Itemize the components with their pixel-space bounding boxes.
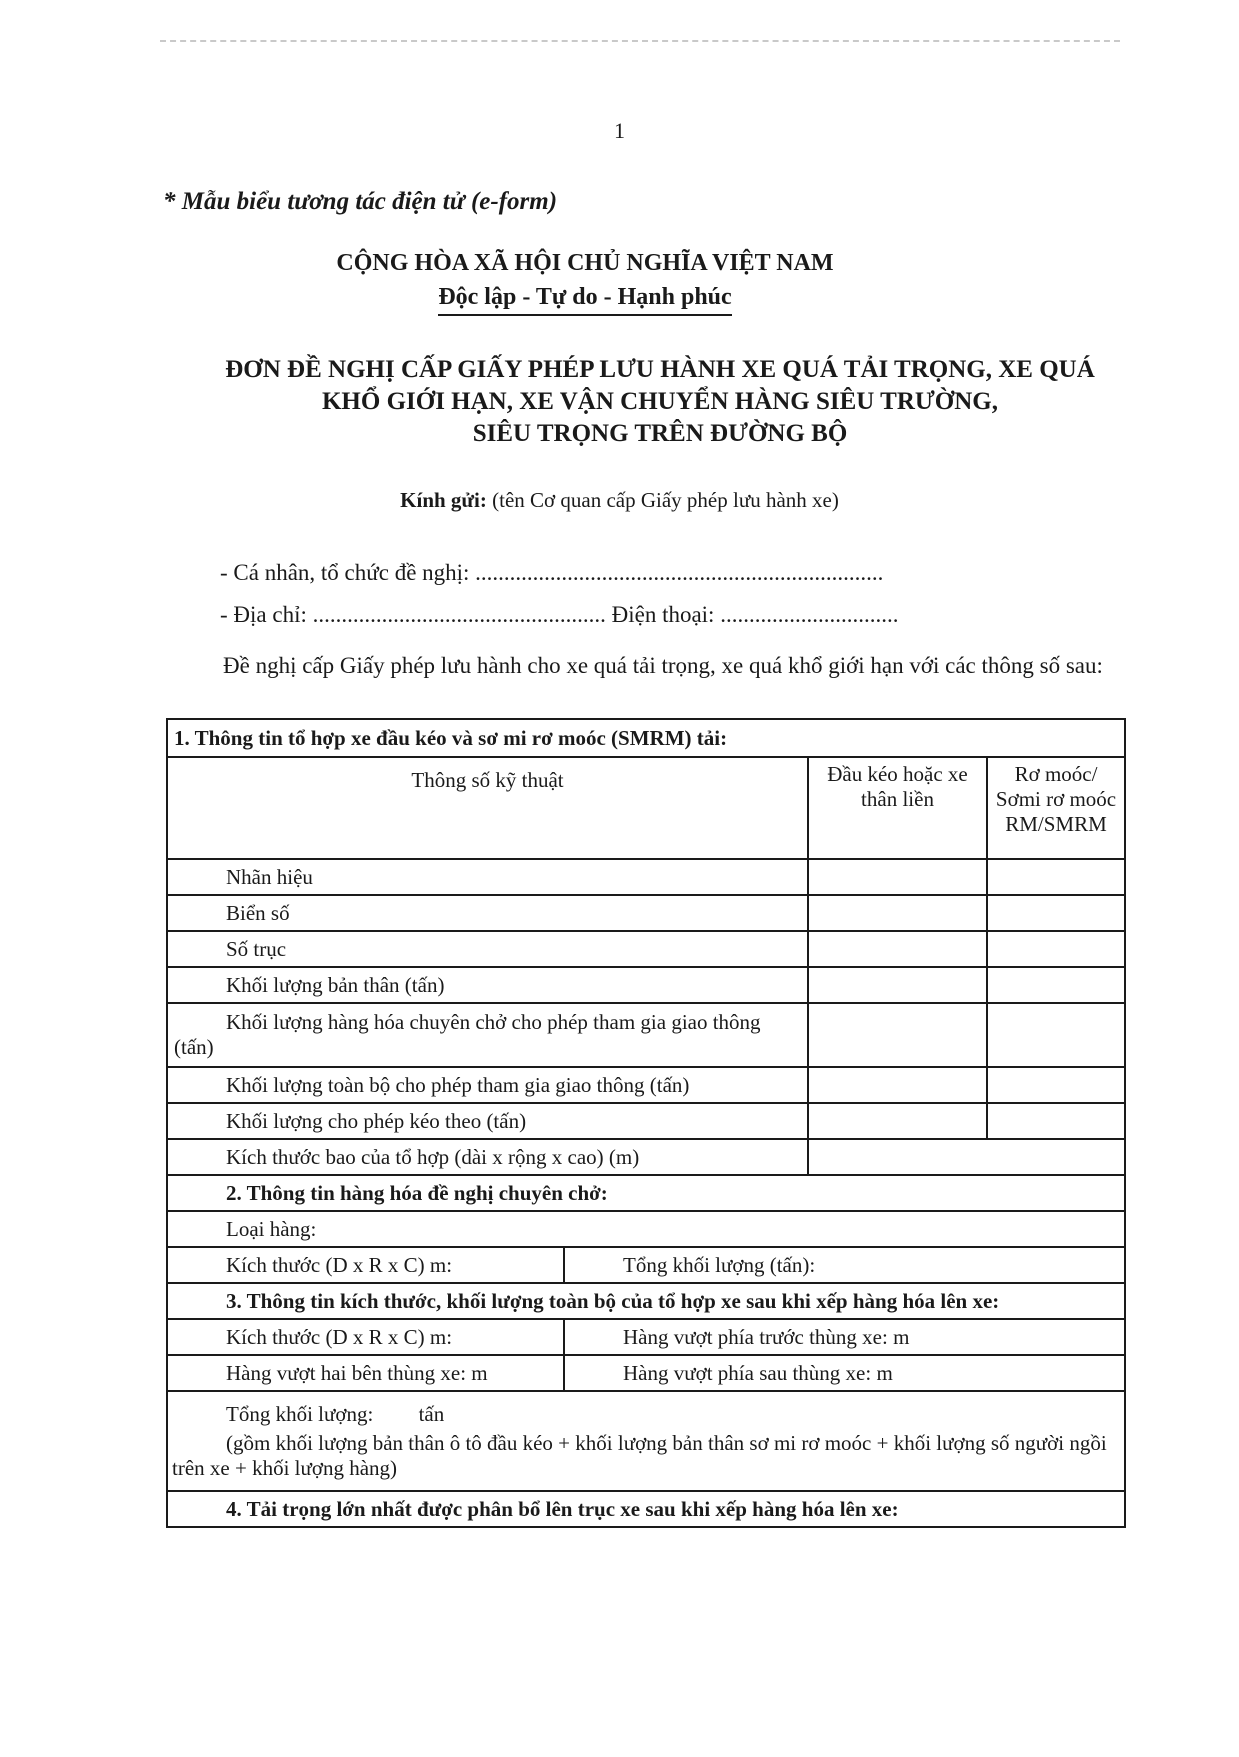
brand-trailer-cell[interactable] [987,859,1125,895]
col-header-spec: Thông số kỹ thuật [167,757,808,859]
towing-weight-trailer-cell[interactable] [987,1103,1125,1139]
addressee-label: Kính gửi: [400,488,487,512]
col-header-trailer: Rơ moóc/ Sơmi rơ moóc RM/SMRM [987,757,1125,859]
axles-trailer-cell[interactable] [987,931,1125,967]
cargo-type-field[interactable]: Loại hàng: [167,1211,1125,1247]
plate-tractor-cell[interactable] [808,895,987,931]
spec-row-plate: Biển số [167,895,808,931]
document-title [190,354,1130,450]
cargo-capacity-trailer-cell[interactable] [987,1003,1125,1067]
front-overhang-field[interactable]: Hàng vượt phía trước thùng xe: m [564,1319,1125,1355]
loaded-total-mass-unit: tấn [418,1401,445,1426]
title-line-2: KHỔ GIỚI HẠN, XE VẬN CHUYỂN HÀNG SIÊU TRƯỜNG, [321,388,998,415]
side-overhang-field[interactable]: Hàng vượt hai bên thùng xe: m [167,1355,564,1391]
cargo-size-field[interactable]: Kích thước (D x R x C) m: [167,1247,564,1283]
spec-row-overall-dimensions: Kích thước bao của tổ hợp (dài x rộng x cao) (m) [167,1139,808,1175]
gross-weight-tractor-cell[interactable] [808,1067,987,1103]
vehicle-info-table [166,718,1126,1528]
loaded-total-mass-line [172,1402,1118,1427]
loaded-total-mass-note: (gồm khối lượng bản thân ô tô đầu kéo + khối lượng bản thân sơ mi rơ moóc + khối lượng số người ngồi trên xe + khối lượng hàng) [172,1430,1107,1480]
spec-row-gross-weight: Khối lượng toàn bộ cho phép tham gia giao thông (tấn) [167,1067,808,1103]
national-motto: Độc lập - Tự do - Hạnh phúc [438,284,731,316]
overall-dimensions-cell[interactable] [808,1139,1125,1175]
scan-artifact-line [160,40,1120,42]
cargo-total-mass-field[interactable]: Tổng khối lượng (tấn): [564,1247,1125,1283]
section-4-title: 4. Tải trọng lớn nhất được phân bổ lên trục xe sau khi xếp hàng hóa lên xe: [167,1491,1125,1527]
title-line-1: ĐƠN ĐỀ NGHỊ CẤP GIẤY PHÉP LƯU HÀNH XE QUÁ TẢI TRỌNG, XE QUÁ [225,356,1095,383]
section-1-title: 1. Thông tin tổ hợp xe đầu kéo và sơ mi rơ moóc (SMRM) tải: [167,719,1125,757]
gross-weight-trailer-cell[interactable] [987,1067,1125,1103]
spec-row-curb-weight: Khối lượng bản thân (tấn) [167,967,808,1003]
cargo-capacity-tractor-cell[interactable] [808,1003,987,1067]
loaded-total-mass-label: Tổng khối lượng: [226,1401,374,1426]
section-2-title: 2. Thông tin hàng hóa đề nghị chuyên chở: [167,1175,1125,1211]
spec-row-cargo-capacity: Khối lượng hàng hóa chuyên chở cho phép tham gia giao thông (tấn) [167,1003,808,1067]
request-intro: Đề nghị cấp Giấy phép lưu hành cho xe quá tải trọng, xe quá khổ giới hạn với các thông số sau: [223,653,1103,678]
col-header-tractor: Đầu kéo hoặc xe thân liền [808,757,987,859]
plate-trailer-cell[interactable] [987,895,1125,931]
loaded-total-mass-cell[interactable] [167,1391,1125,1491]
brand-tractor-cell[interactable] [808,859,987,895]
eform-note: * Mẫu biểu tương tác điện tử (e-form) [163,188,558,215]
addressee [0,488,1239,513]
spec-row-axles: Số trục [167,931,808,967]
axles-tractor-cell[interactable] [808,931,987,967]
towing-weight-tractor-cell[interactable] [808,1103,987,1139]
address-phone-field[interactable]: - Địa chỉ: ................................................... Điện thoại: ............................... [220,602,899,627]
addressee-value: (tên Cơ quan cấp Giấy phép lưu hành xe) [486,488,839,512]
loaded-size-field[interactable]: Kích thước (D x R x C) m: [167,1319,564,1355]
page-number: 1 [614,118,625,143]
rear-overhang-field[interactable]: Hàng vượt phía sau thùng xe: m [564,1355,1125,1391]
applicant-field[interactable]: - Cá nhân, tổ chức đề nghị: ....................................................................... [220,560,884,585]
curb-weight-trailer-cell[interactable] [987,967,1125,1003]
title-line-3: SIÊU TRỌNG TRÊN ĐƯỜNG BỘ [472,420,848,447]
national-title: CỘNG HÒA XÃ HỘI CHỦ NGHĨA VIỆT NAM [336,250,834,276]
spec-row-towing-weight: Khối lượng cho phép kéo theo (tấn) [167,1103,808,1139]
section-3-title: 3. Thông tin kích thước, khối lượng toàn bộ của tổ hợp xe sau khi xếp hàng hóa lên xe: [167,1283,1125,1319]
spec-row-brand: Nhãn hiệu [167,859,808,895]
motto-container [0,284,1170,316]
curb-weight-tractor-cell[interactable] [808,967,987,1003]
